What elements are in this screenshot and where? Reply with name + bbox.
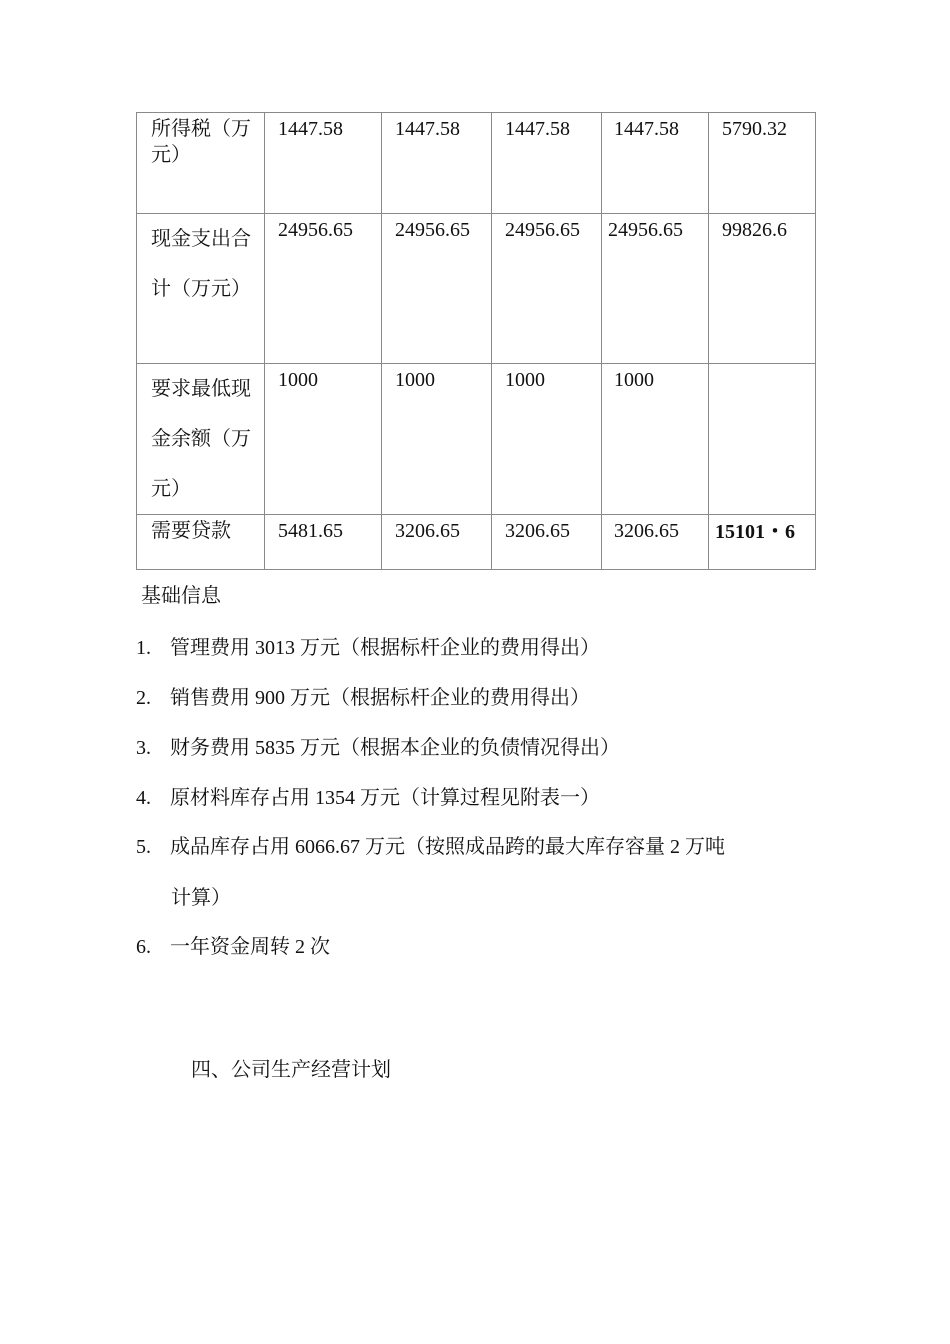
- cash-budget-table: [136, 112, 816, 570]
- list-item: [136, 683, 590, 713]
- list-item: [136, 832, 725, 862]
- table-cell: 24956.65: [382, 214, 492, 364]
- table-row: [137, 515, 816, 570]
- row-label-min-cash-balance: 要求最低现金余额（万元）: [137, 364, 265, 515]
- table-cell: 1000: [382, 364, 492, 515]
- table-cell: 3206.65: [382, 515, 492, 570]
- list-item: [136, 783, 600, 813]
- list-item-text: 销售费用 900 万元（根据标杆企业的费用得出）: [170, 687, 590, 709]
- list-item: [136, 932, 330, 962]
- list-item-number: 6.: [136, 936, 151, 958]
- table-cell: 1447.58: [382, 113, 492, 214]
- table-cell: 3206.65: [602, 515, 709, 570]
- section-heading: 基础信息: [141, 585, 221, 607]
- table-cell: 1447.58: [265, 113, 382, 214]
- list-item: [136, 633, 600, 663]
- list-item-text: 管理费用 3013 万元（根据标杆企业的费用得出）: [170, 637, 600, 659]
- list-item-text: 原材料库存占用 1354 万元（计算过程见附表一）: [170, 787, 600, 809]
- list-item-text: 一年资金周转 2 次: [170, 936, 330, 958]
- list-item-number: 5.: [136, 836, 151, 858]
- table-cell: 24956.65: [265, 214, 382, 364]
- list-item-number: 4.: [136, 787, 151, 809]
- table-cell: 1000: [265, 364, 382, 515]
- table-cell: 1000: [492, 364, 602, 515]
- list-item-text: 成品库存占用 6066.67 万元（按照成品跨的最大库存容量 2 万吨: [170, 836, 725, 858]
- row-label-loan-required: 需要贷款: [137, 515, 265, 570]
- table-cell: 1447.58: [602, 113, 709, 214]
- table-cell-total-loan: 15101・6: [709, 515, 816, 570]
- list-item-text: 财务费用 5835 万元（根据本企业的负债情况得出）: [170, 737, 620, 759]
- table-cell: 24956.65: [492, 214, 602, 364]
- table-cell: 5790.32: [709, 113, 816, 214]
- table-row: [137, 113, 816, 214]
- row-label-cash-outflow-total: 现金支出合计（万元）: [137, 214, 265, 364]
- table-cell: 1000: [602, 364, 709, 515]
- table-cell: 1447.58: [492, 113, 602, 214]
- table-row: [137, 364, 816, 515]
- table-cell: 3206.65: [492, 515, 602, 570]
- table-cell: 24956.65: [602, 214, 709, 364]
- list-item: [136, 733, 620, 763]
- list-item-number: 1.: [136, 637, 151, 659]
- list-item-number: 2.: [136, 687, 151, 709]
- table-cell: [709, 364, 816, 515]
- table-cell: 99826.6: [709, 214, 816, 364]
- row-label-income-tax: 所得税（万元）: [137, 113, 265, 214]
- table-row: [137, 214, 816, 364]
- list-item-continuation: 计算）: [171, 887, 231, 909]
- list-item-number: 3.: [136, 737, 151, 759]
- table-cell: 5481.65: [265, 515, 382, 570]
- chapter-heading: 四、公司生产经营计划: [191, 1059, 391, 1081]
